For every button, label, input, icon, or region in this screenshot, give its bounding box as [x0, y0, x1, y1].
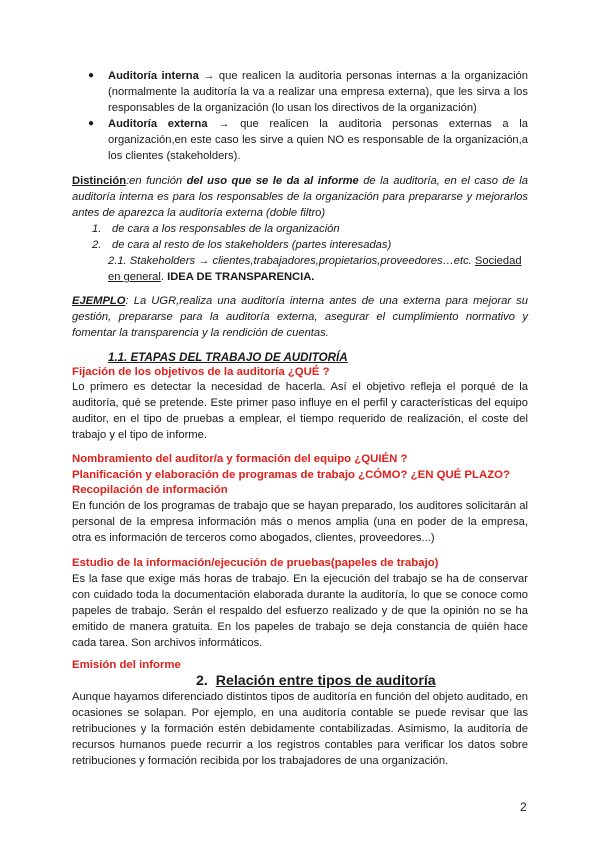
definition: que realicen la auditoria personas externas a la organización,en este caso les sirve a quien NO es responsable de la organización,a los clientes (stakeholders). — [108, 118, 529, 162]
bullet-icon: ● — [88, 70, 95, 81]
stage-heading-report: Emisión del informe — [72, 659, 181, 671]
bold-text: del uso que se le da al informe — [186, 175, 359, 187]
text: :en función — [126, 175, 187, 187]
text: : La UGR,realiza una auditoría interna antes de una externa para mejorar su gestión, prepararse para la auditoría externa, asegurar el cumplimiento normativo y fomentar la transparencia y la rendición de cuentas. — [72, 295, 528, 339]
section-heading-1-1: 1.1. ETAPAS DEL TRABAJO DE AUDITORÍA — [108, 351, 348, 364]
stage-heading-objectives: Fijación de los objetivos de la auditoría ¿QUÉ ? — [72, 366, 330, 378]
stage-heading-collection: Recopilación de información — [72, 484, 228, 496]
numbered-item-1: 1. de cara a los responsables de la organización — [92, 223, 340, 235]
stage-heading-study: Estudio de la información/ejecución de pruebas(papeles de trabajo) — [72, 557, 439, 569]
arrow: → — [207, 118, 241, 130]
ejemplo-paragraph — [72, 293, 528, 341]
numbered-item-2: 2. de cara al resto de los stakeholders (partes interesadas) — [92, 239, 392, 251]
stage-heading-auditor: Nombramiento del auditor/a y formación del equipo ¿QUIÉN ? — [72, 453, 408, 465]
item-text: de cara al resto de los stakeholders (partes interesadas) — [112, 239, 392, 251]
item-text: de cara a los responsables de la organización — [112, 223, 340, 235]
arrow: → — [198, 70, 219, 82]
bold-text: IDEA DE TRANSPARENCIA. — [167, 271, 315, 283]
text: de la auditoría, en el caso de la auditoría interna es para los responsables de la organización para prepararse y mejorarlos antes de aparezca la auditoría externa (doble filtro) — [72, 175, 528, 219]
page-number: 2 — [520, 800, 527, 814]
bullet-icon: ● — [88, 118, 95, 129]
section-heading-2 — [196, 672, 436, 690]
stage-text-collection: En función de los programas de trabajo que se hayan preparado, los auditores solicitarán al personal de la empresa información más o menos amplia (una en poder de la empresa, otra es información de terceros como abogados, clientes, proveedores...) — [72, 500, 528, 544]
term: Auditoría externa — [108, 118, 208, 130]
underlined-text: Sociedad en general — [108, 255, 522, 283]
term: Auditoría interna — [108, 70, 199, 82]
definition: que realicen la auditoria personas internas a la organización (normalmente la auditoría la va a realizar una empresa externa), que les sirva a los responsables de la organización (lo usan los directivos de la organización) — [108, 70, 528, 114]
text: 2.1. Stakeholders → clientes,trabajadores,propietarios,proveedores…etc. — [108, 255, 475, 267]
stage-heading-planning: Planificación y elaboración de programas de trabajo ¿CÓMO? ¿EN QUÉ PLAZO? — [72, 469, 510, 481]
distincion-label: Distinción — [72, 175, 127, 187]
section-2-text: Aunque hayamos diferenciado distintos tipos de auditoría en función del objeto auditado, en ocasiones se solapan. Por ejemplo, en una auditoría contable se puede revisar que las retribuciones y la formación estén debidamente contabilizadas. Asimismo, la auditoría de recursos humanos puede recurrir a los registros contables para verificar los datos sobre retribuciones y formación recibida por los trabajadores de una organización. — [72, 691, 528, 767]
list-item-external-audit — [108, 116, 528, 164]
ejemplo-label: EJEMPLO — [72, 295, 126, 307]
distincion-paragraph — [72, 173, 528, 221]
list-item-internal-audit — [108, 68, 528, 116]
sub-item-2-1: 2.1. Stakeholders → clientes,trabajadores,propietarios,proveedores…etc. Sociedad en general. IDEA DE TRANSPARENCIA. — [108, 255, 522, 283]
section-title: Relación entre tipos de auditoría — [215, 673, 436, 689]
stage-text-study: Es la fase que exige más horas de trabajo. En la ejecución del trabajo se ha de conservar con cuidado toda la documentación elaborada durante la auditoría, lo que se conoce como papeles de trabajo. Serán el respaldo del esfuerzo realizado y de que la opinión no se ha emitido de manera gratuita. En los papeles de trabajo se deja constancia de quién hace cada tarea. Son archivos informáticos. — [72, 573, 528, 649]
stage-text-objectives: Lo primero es detectar la necesidad de hacerla. Así el objetivo refleja el porqué de la auditoría, qué se pretende. Este primer paso influye en el perfil y características del equipo auditor, en el tipo de pruebas a emplear, el tiempo requerido de realización, el coste del trabajo y el tipo de informe. — [72, 381, 528, 441]
section-number: 2. — [196, 673, 208, 689]
